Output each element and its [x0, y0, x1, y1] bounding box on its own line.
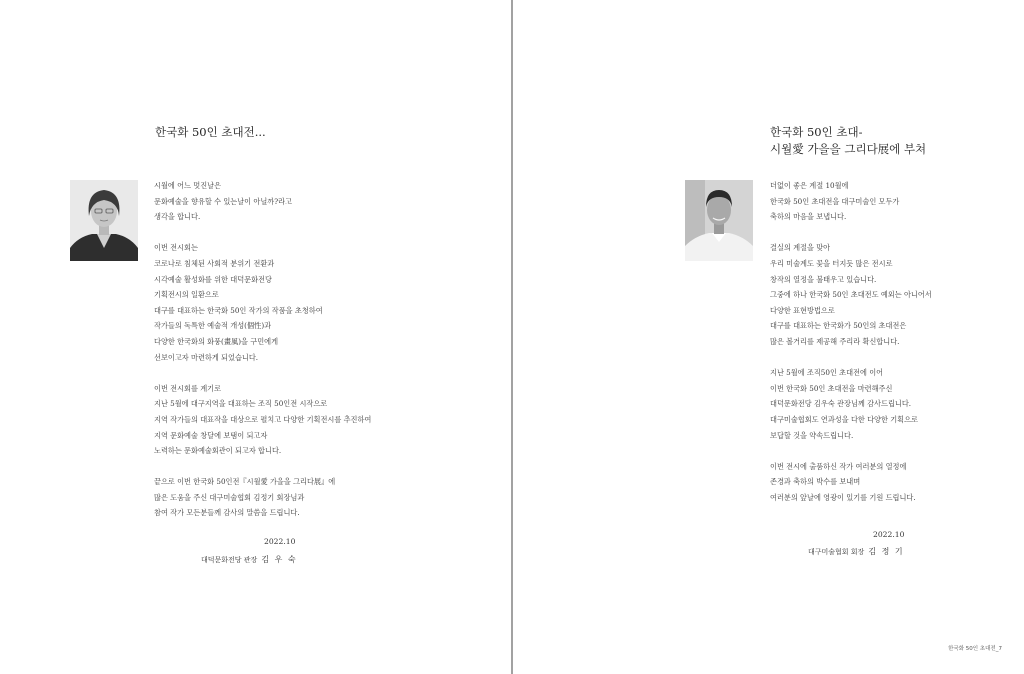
- left-signature-name: 김 우 숙: [261, 555, 298, 564]
- page-folio: 한국화 50인 초대전_7: [948, 646, 1002, 652]
- left-signature-role: 대덕문화전당 관장: [201, 556, 258, 564]
- right-title-line-2: 시월愛 가을을 그리다展에 부쳐: [770, 142, 927, 156]
- left-paragraph-3: 이번 전시회를 계기로 지난 5월에 대구지역을 대표하는 조직 50인전 시작으로 지역 작가들의 대표작을 대상으로 펼치고 다양한 기획전시를 추진하여 지역 문화예술 창달에 보탬이 되고자 노력하는 문화예술회관이 되고자 합니다.: [154, 383, 372, 456]
- portrait-man-image: [685, 180, 753, 261]
- left-page-title: 한국화 50인 초대전...: [155, 125, 266, 139]
- portrait-photo-right: [685, 180, 753, 261]
- left-date: 2022.10: [264, 537, 296, 546]
- left-signature: [201, 554, 297, 565]
- left-paragraph-4: 끝으로 이번 한국화 50인전『시월愛 가을을 그리다展』에 많은 도움을 주신 대구미술협회 김정기 회장님과 참여 작가 모든분들께 감사의 말씀을 드립니다.: [154, 477, 336, 518]
- right-title-line-1: 한국화 50인 초대-: [770, 125, 863, 139]
- right-date: 2022.10: [873, 530, 905, 539]
- left-paragraph-1: 시월에 어느 멋진날은 문화예술을 향유할 수 있는날이 아닐까?라고 생각을 합니다.: [154, 181, 292, 222]
- left-paragraph-2: 이번 전시회는 코로나로 침체된 사회적 분위기 전환과 시각예술 활성화를 위한 대덕문화전당 기획전시의 일환으로 대구를 대표하는 한국화 50인 작가의 작품을 초청하여 작가들의 독특한 예술적 개성(個性)과 다양한 한국화의 화풍(畫風)을 구민에게 선보이고자 마련하게 되었습니다.: [154, 243, 323, 362]
- portrait-woman-image: [70, 180, 138, 261]
- right-signature-name: 김 정 기: [868, 547, 905, 556]
- right-body-text: [770, 178, 932, 505]
- left-body-text: [154, 178, 371, 521]
- portrait-photo-left: [70, 180, 138, 261]
- right-paragraph-2: 결실의 계절을 맞아 우리 미술계도 꽃을 터지듯 많은 전시로 창작의 열정을 불태우고 있습니다. 그중에 하나 한국화 50인 초대전도 예외는 아니어서 다양한 표현방법으로 대구를 대표하는 한국화가 50인의 초대전은 많은 볼거리를 제공해 주리라 확신합니다.: [770, 243, 932, 346]
- right-signature: [808, 546, 904, 557]
- right-paragraph-4: 이번 전시에 출품하신 작가 여러분의 열정에 존경과 축하의 박수를 보내며 여러분의 앞날에 영광이 있기를 기원 드립니다.: [770, 461, 916, 502]
- right-signature-role: 대구미술협회 회장: [808, 548, 865, 556]
- left-page: [0, 0, 511, 674]
- right-paragraph-1: 더없이 좋은 계절 10월에 한국화 50인 초대전을 대구미술인 모두가 축하의 마음을 보냅니다.: [770, 181, 900, 222]
- right-page-title: [770, 124, 926, 158]
- right-paragraph-3: 지난 5월에 조직50인 초대전에 이어 이번 한국화 50인 초대전을 마련해주신 대덕문화전당 김우숙 관장님께 감사드립니다. 대구미술협회도 연과성을 다한 다양한 기획으로 보답할 것을 약속드립니다.: [770, 368, 919, 440]
- right-page: [513, 0, 1024, 674]
